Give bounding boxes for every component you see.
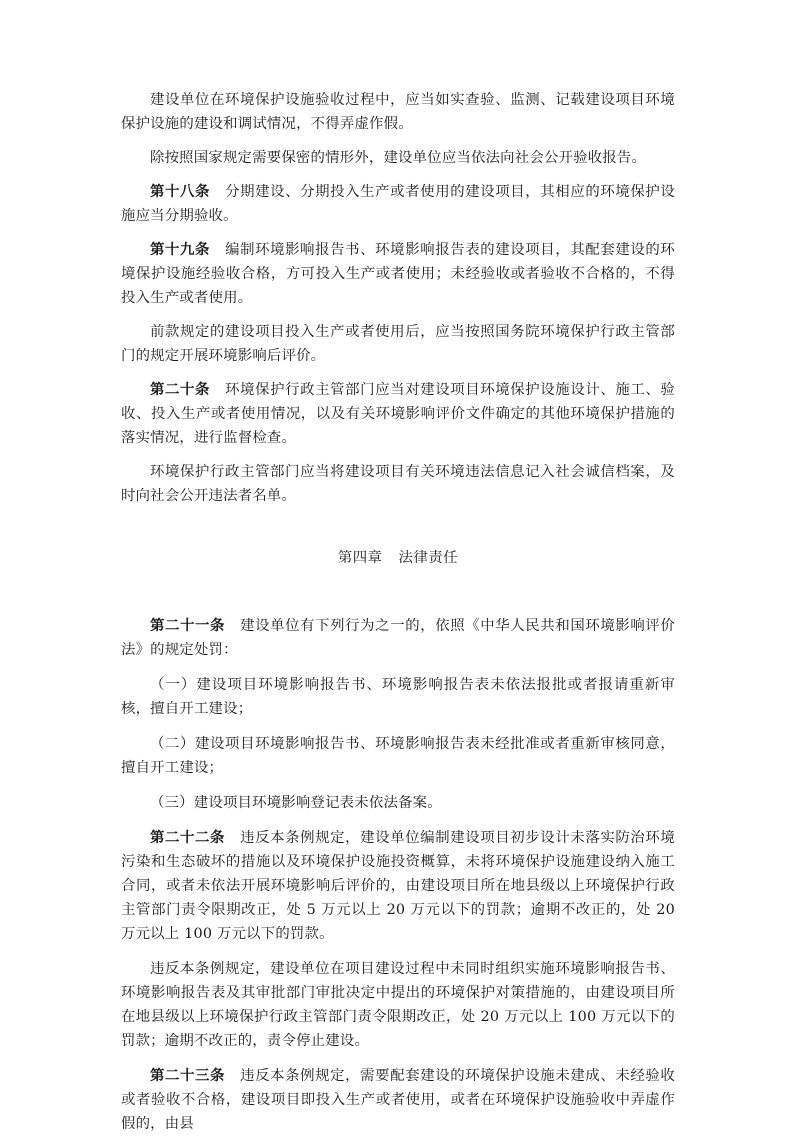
paragraph-text: 前款规定的建设项目投入生产或者使用后，应当按照国务院环境保护行政主管部门的规定开展环境影响后评价。 bbox=[121, 324, 675, 364]
list-item bbox=[121, 732, 675, 780]
article-paragraph bbox=[121, 1064, 675, 1136]
paragraph-text: 环境保护行政主管部门应当将建设项目有关环境违法信息记入社会诚信档案，及时向社会公开违法者名单。 bbox=[121, 464, 675, 504]
article-number: 第二十一条 bbox=[150, 617, 226, 634]
paragraph-text: 编制环境影响报告书、环境影响报告表的建设项目，其配套建设的环境保护设施经验收合格，方可投入生产或者使用；未经验收或者验收不合格的，不得投入生产或者使用。 bbox=[121, 242, 675, 306]
paragraph-text: 环境保护行政主管部门应当对建设项目环境保护设施设计、施工、验收、投入生产或者使用情况，以及有关环境影响评价文件确定的其他环境保护措施的落实情况，进行监督检查。 bbox=[121, 382, 675, 446]
paragraph-text: 违反本条例规定，建设单位在项目建设过程中未同时组织实施环境影响报告书、环境影响报告表及其审批部门审批决定中提出的环境保护对策措施的，由建设项目所在地县级以上环境保护行政主管部门责令限期改正，处 20 万元以上 100 万元以下的罚款；逾期不改正的，责令停止建设。 bbox=[121, 961, 675, 1049]
paragraph-text: （一）建设项目环境影响报告书、环境影响报告表未依法报批或者报请重新审核，擅自开工建设； bbox=[121, 677, 675, 717]
paragraph-text: 违反本条例规定，建设单位编制建设项目初步设计未落实防治环境污染和生态破坏的措施以及环境保护设施投资概算，未将环境保护设施建设纳入施工合同，或者未依法开展环境影响后评价的，由建设项目所在地县级以上环境保护行政主管部门责令限期改正，处 5 万元以上 20 万元以下的罚款；逾期不改正的，处 20 万元以上 100 万元以下的罚款。 bbox=[121, 830, 675, 942]
paragraph-text: 建设单位在环境保护设施验收过程中，应当如实查验、监测、记载建设项目环境保护设施的建设和调试情况，不得弄虚作假。 bbox=[121, 92, 675, 132]
list-item bbox=[121, 673, 675, 721]
chapter-title: 法律责任 bbox=[398, 550, 459, 566]
article-paragraph bbox=[121, 614, 675, 662]
paragraph-text: 违反本条例规定，需要配套建设的环境保护设施未建成、未经验收或者验收不合格，建设项目即投入生产或者使用，或者在环境保护设施验收中弄虚作假的，由县 bbox=[121, 1068, 675, 1132]
paragraph-text: （二）建设项目环境影响报告书、环境影响报告表未经批准或者重新审核同意，擅自开工建设； bbox=[121, 736, 675, 776]
paragraph bbox=[121, 957, 675, 1053]
article-paragraph bbox=[121, 826, 675, 946]
document-page bbox=[121, 88, 675, 1136]
article-paragraph bbox=[121, 238, 675, 310]
article-paragraph bbox=[121, 378, 675, 450]
list-item bbox=[121, 791, 675, 815]
article-number: 第二十三条 bbox=[150, 1067, 226, 1084]
paragraph bbox=[121, 460, 675, 508]
paragraph bbox=[121, 320, 675, 368]
paragraph-text: 分期建设、分期投入生产或者使用的建设项目，其相应的环境保护设施应当分期验收。 bbox=[121, 184, 675, 224]
article-number: 第十八条 bbox=[150, 183, 211, 200]
paragraph-text: 建设单位有下列行为之一的，依照《中华人民共和国环境影响评价法》的规定处罚： bbox=[121, 618, 675, 658]
paragraph-text: 除按照国家规定需要保密的情形外，建设单位应当依法向社会公开验收报告。 bbox=[150, 150, 647, 166]
article-paragraph bbox=[121, 180, 675, 228]
paragraph bbox=[121, 88, 675, 136]
paragraph bbox=[121, 146, 675, 170]
article-number: 第二十条 bbox=[150, 381, 211, 398]
article-number: 第十九条 bbox=[150, 241, 211, 258]
paragraph-text: （三）建设项目环境影响登记表未依法备案。 bbox=[150, 795, 442, 811]
chapter-number: 第四章 bbox=[337, 550, 383, 566]
chapter-heading bbox=[121, 546, 675, 570]
article-number: 第二十二条 bbox=[150, 829, 226, 846]
